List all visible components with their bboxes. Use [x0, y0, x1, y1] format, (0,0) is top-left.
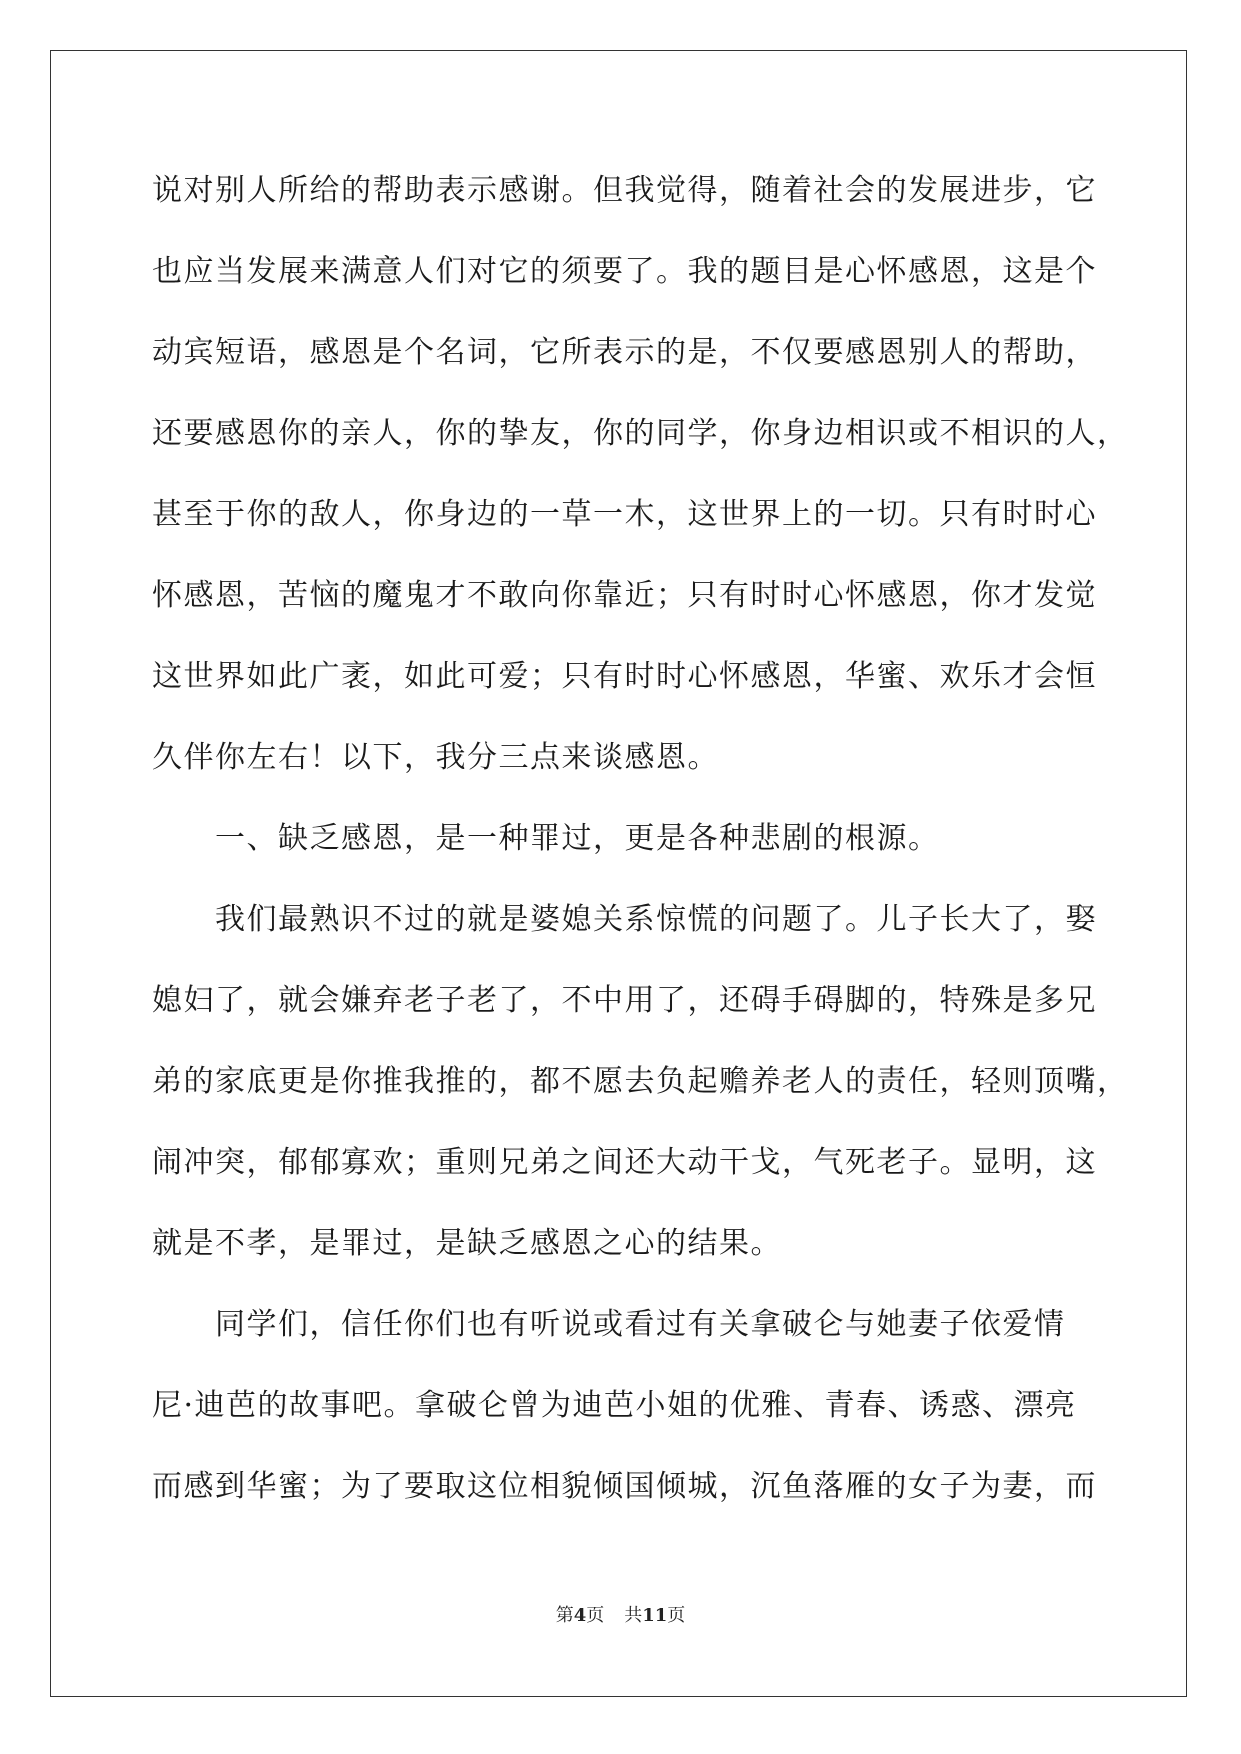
text-line: 动宾短语，感恩是个名词，它所表示的是，不仅要感恩别人的帮助，: [152, 335, 1097, 370]
total-page-count: 11: [642, 1605, 668, 1626]
text-line: 就是不孝，是罪过，是缺乏感恩之心的结果。: [152, 1226, 782, 1261]
page-unit: 页: [586, 1605, 605, 1626]
document-body: [152, 155, 1129, 1532]
text-line: 甚至于你的敌人，你身边的一草一木，这世界上的一切。只有时时心: [152, 497, 1097, 532]
total-prefix: 共: [624, 1605, 643, 1626]
text-line: 闹冲突，郁郁寡欢；重则兄弟之间还大动干戈，气死老子。显明，这: [152, 1145, 1097, 1180]
text-line: 同学们，信任你们也有听说或看过有关拿破仑与她妻子依爱情: [152, 1307, 1066, 1342]
text-line: 也应当发展来满意人们对它的须要了。我的题目是心怀感恩，这是个: [152, 254, 1097, 289]
text-line: 还要感恩你的亲人，你的挚友，你的同学，你身边相识或不相识的人，: [152, 416, 1129, 451]
page-footer: [0, 1601, 1241, 1627]
text-line: 这世界如此广袤，如此可爱；只有时时心怀感恩，华蜜、欢乐才会恒: [152, 659, 1097, 694]
text-line: 弟的家底更是你推我推的，都不愿去负起赡养老人的责任，轻则顶嘴，: [152, 1064, 1129, 1099]
section-heading: 一、缺乏感恩，是一种罪过，更是各种悲剧的根源。: [152, 821, 940, 856]
total-unit: 页: [667, 1605, 686, 1626]
text-line: 而感到华蜜；为了要取这位相貌倾国倾城，沉鱼落雁的女子为妻，而: [152, 1469, 1097, 1504]
text-line: 说对别人所给的帮助表示感谢。但我觉得，随着社会的发展进步，它: [152, 173, 1097, 208]
text-line: 怀感恩，苦恼的魔鬼才不敢向你靠近；只有时时心怀感恩，你才发觉: [152, 578, 1097, 613]
text-line: 媳妇了，就会嫌弃老子老了，不中用了，还碍手碍脚的，特殊是多兄: [152, 983, 1097, 1018]
text-line: 我们最熟识不过的就是婆媳关系惊慌的问题了。儿子长大了，娶: [152, 902, 1097, 937]
current-page-number: 4: [573, 1605, 587, 1626]
text-line: 尼·迪芭的故事吧。拿破仑曾为迪芭小姐的优雅、青春、诱惑、漂亮: [152, 1388, 1077, 1423]
page-prefix: 第: [555, 1605, 574, 1626]
text-line: 久伴你左右！以下，我分三点来谈感恩。: [152, 740, 719, 775]
